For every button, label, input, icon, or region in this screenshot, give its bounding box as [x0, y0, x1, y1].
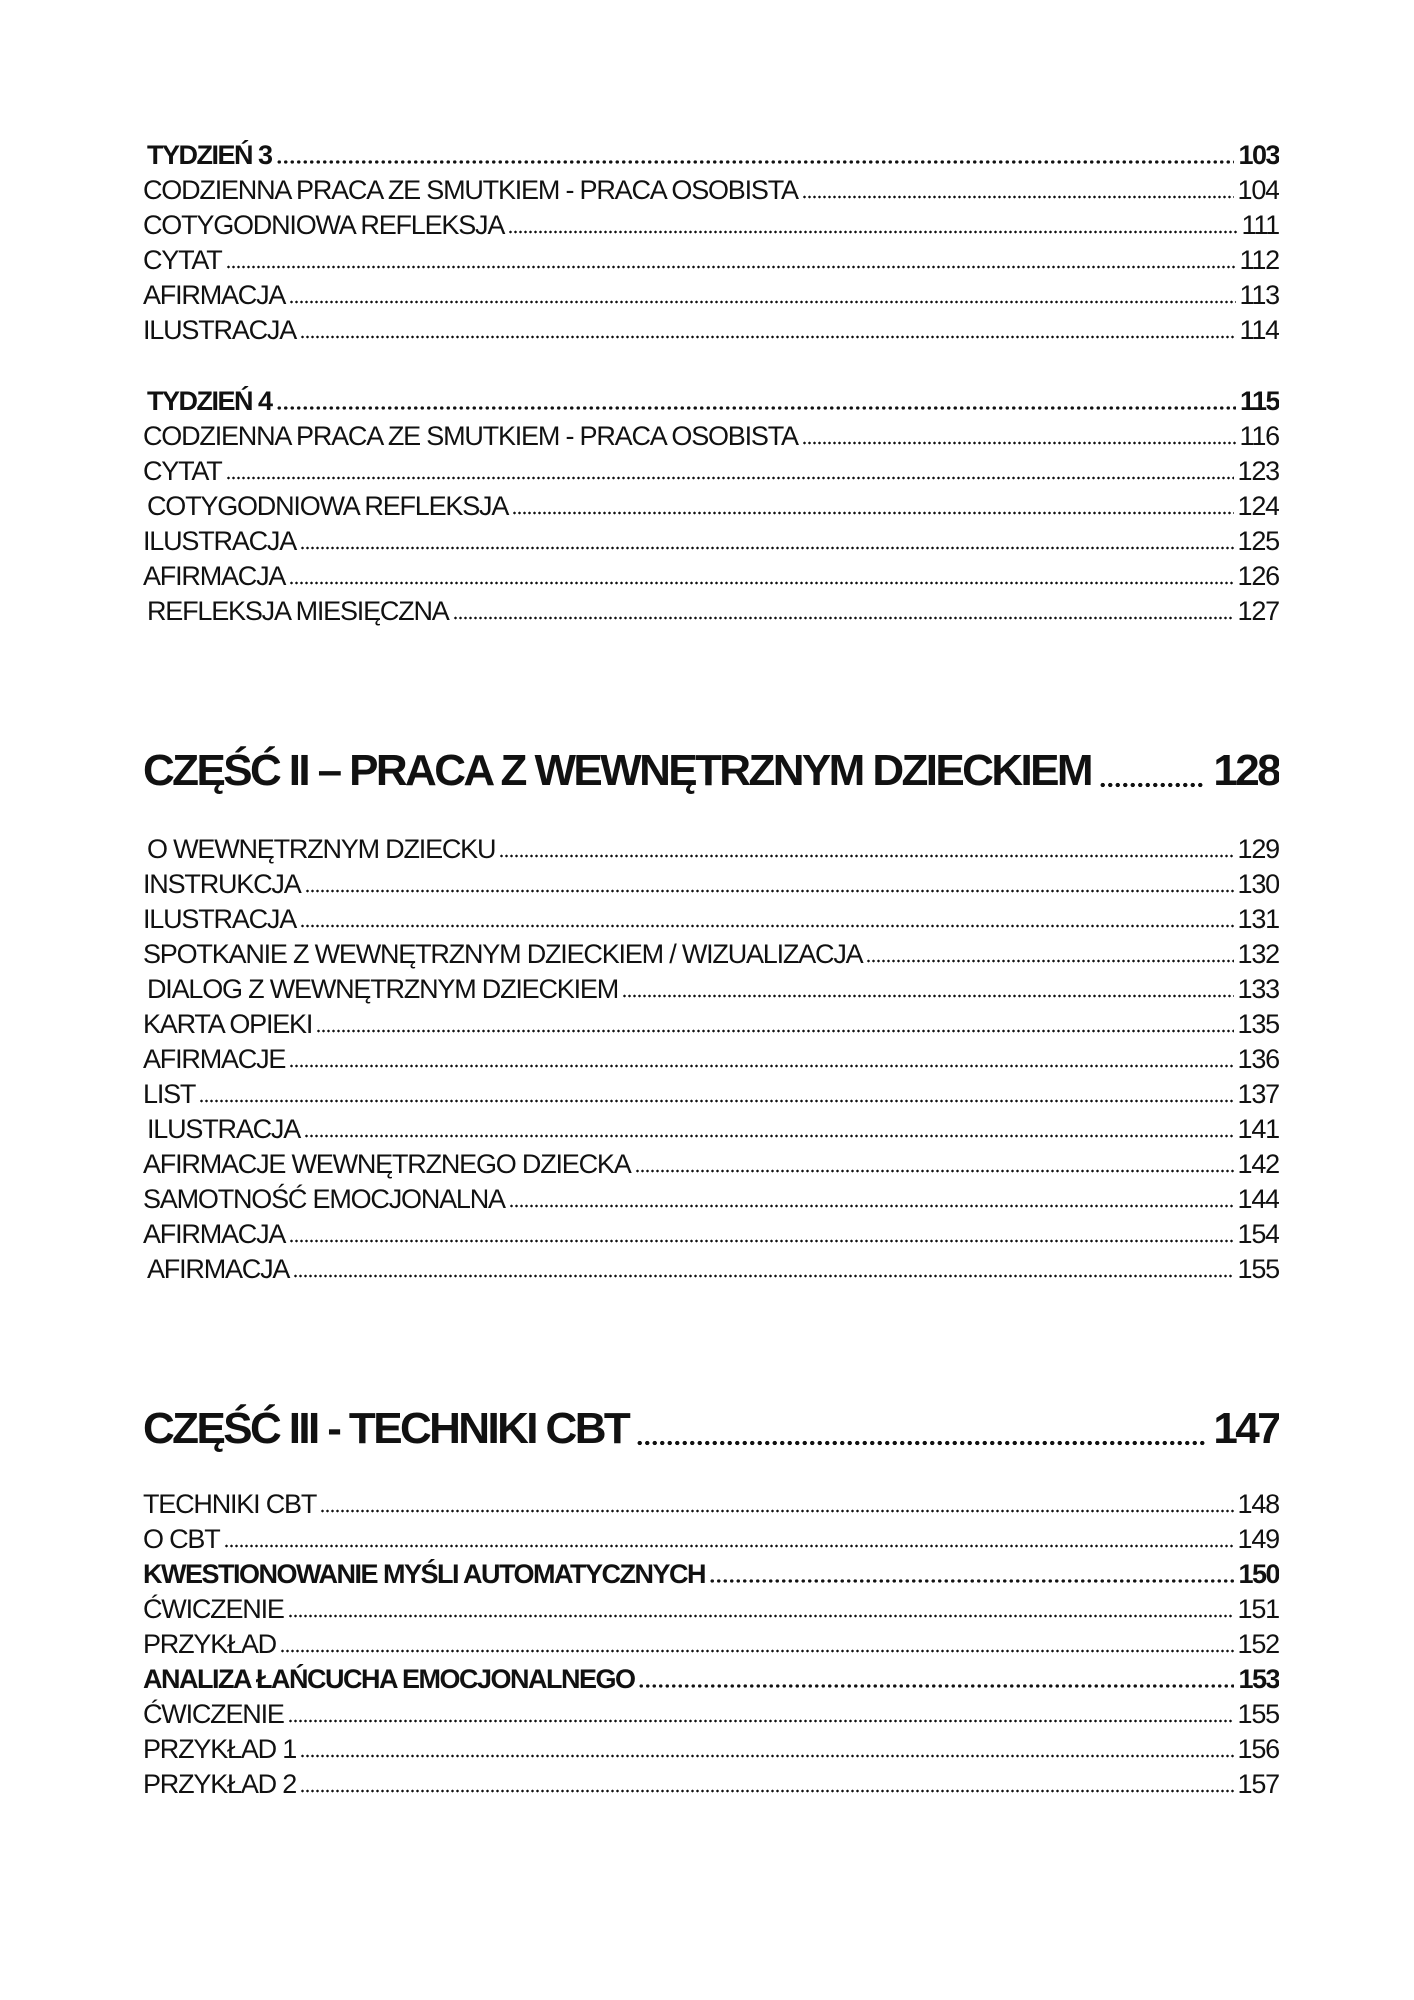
toc-entry[interactable] [143, 524, 1279, 558]
toc-title: ĆWICZENIE [143, 1699, 284, 1729]
toc-entry[interactable] [143, 1697, 1279, 1731]
toc-title: DIALOG Z WEWNĘTRZNYM DZIECKIEM [147, 974, 619, 1004]
toc-page-number: 124 [1237, 491, 1279, 521]
dot-leader [300, 1753, 1233, 1759]
toc-page-number: 126 [1237, 561, 1279, 591]
toc-page-number: 156 [1237, 1734, 1279, 1764]
toc-page-number: 113 [1239, 280, 1279, 310]
toc-entry[interactable] [143, 1732, 1279, 1766]
toc-page-number: 127 [1237, 596, 1279, 626]
dot-leader [508, 229, 1237, 235]
toc-part-heading-3[interactable] [143, 1401, 1279, 1457]
dot-leader [1099, 781, 1205, 789]
toc-entry[interactable] [143, 1147, 1279, 1181]
toc-title: O WEWNĘTRZNYM DZIECKU [147, 834, 496, 864]
dot-leader [293, 1273, 1233, 1279]
toc-title: KARTA OPIEKI [143, 1009, 313, 1039]
toc-title: ANALIZA ŁAŃCUCHA EMOCJONALNEGO [143, 1664, 635, 1694]
toc-part-title: CZĘŚĆ II – PRACA Z WEWNĘTRZNYM DZIECKIEM [143, 746, 1091, 795]
toc-page-number: 115 [1239, 386, 1279, 416]
toc-title: AFIRMACJA [143, 561, 286, 591]
toc-page-number: 157 [1237, 1769, 1279, 1799]
toc-page-number: 137 [1237, 1079, 1279, 1109]
dot-leader [280, 1648, 1234, 1654]
toc-part-heading-2[interactable] [143, 743, 1279, 799]
toc-heading-week-3[interactable] [143, 138, 1279, 172]
dot-leader [512, 510, 1233, 516]
toc-title: AFIRMACJA [147, 1254, 290, 1284]
toc-entry[interactable] [143, 1182, 1279, 1216]
dot-leader [509, 1203, 1234, 1209]
toc-entry[interactable] [143, 1042, 1279, 1076]
dot-leader [276, 405, 1236, 411]
toc-entry[interactable] [143, 1007, 1279, 1041]
dot-leader [320, 1508, 1233, 1514]
toc-entry[interactable] [143, 937, 1279, 971]
toc-title: LIST [143, 1079, 196, 1109]
toc-title: O CBT [143, 1524, 220, 1554]
dot-leader [199, 1098, 1233, 1104]
toc-title: ĆWICZENIE [143, 1594, 284, 1624]
toc-page-number: 153 [1238, 1664, 1279, 1694]
toc-entry[interactable] [143, 173, 1279, 207]
toc-page-number: 135 [1237, 1009, 1279, 1039]
toc-part-title: CZĘŚĆ III - TECHNIKI CBT [143, 1404, 629, 1453]
toc-entry[interactable] [143, 1217, 1279, 1251]
toc-title: PRZYKŁAD 2 [143, 1769, 297, 1799]
toc-page-number: 155 [1237, 1699, 1279, 1729]
toc-entry[interactable] [143, 972, 1279, 1006]
toc-page-number: 128 [1213, 746, 1279, 795]
toc-page-number: 141 [1237, 1114, 1279, 1144]
toc-page-number: 111 [1241, 210, 1279, 240]
toc-page-number: 154 [1237, 1219, 1279, 1249]
toc-page-number: 125 [1237, 526, 1279, 556]
dot-leader [289, 1063, 1233, 1069]
toc-page-number: 114 [1239, 315, 1279, 345]
dot-leader [289, 580, 1233, 586]
toc-title: AFIRMACJA [143, 1219, 286, 1249]
toc-page-number: 103 [1238, 140, 1279, 170]
toc-page-number: 123 [1237, 456, 1279, 486]
toc-title: REFLEKSJA MIESIĘCZNA [147, 596, 449, 626]
toc-page-number: 147 [1213, 1404, 1279, 1453]
toc-title: CODZIENNA PRACA ZE SMUTKIEM - PRACA OSOBISTA [143, 175, 798, 205]
toc-page-number: 116 [1239, 421, 1279, 451]
toc-page-number: 155 [1237, 1254, 1279, 1284]
toc-entry[interactable] [143, 243, 1279, 277]
dot-leader [276, 159, 1235, 165]
toc-entry[interactable] [143, 1627, 1279, 1661]
toc-title: ILUSTRACJA [143, 904, 297, 934]
dot-leader [638, 1683, 1234, 1689]
toc-entry[interactable] [143, 1487, 1279, 1521]
toc-title: CYTAT [143, 245, 222, 275]
toc-title: ILUSTRACJA [143, 526, 297, 556]
toc-entry[interactable] [143, 867, 1279, 901]
dot-leader [316, 1028, 1233, 1034]
dot-leader [635, 1168, 1234, 1174]
toc-entry[interactable] [143, 594, 1279, 628]
toc-entry[interactable] [143, 313, 1279, 347]
toc-entry[interactable] [143, 832, 1279, 866]
toc-entry[interactable] [143, 208, 1279, 242]
toc-entry[interactable] [143, 454, 1279, 488]
toc-subheading[interactable] [143, 1662, 1279, 1696]
dot-leader [305, 888, 1234, 894]
toc-page-number: 149 [1237, 1524, 1279, 1554]
toc-entry[interactable] [143, 1592, 1279, 1626]
toc-page-number: 152 [1237, 1629, 1279, 1659]
toc-entry[interactable] [143, 1112, 1279, 1146]
toc-page-number: 133 [1237, 974, 1279, 1004]
toc-title: INSTRUKCJA [143, 869, 301, 899]
dot-leader [622, 993, 1234, 999]
toc-entry[interactable] [143, 419, 1279, 453]
toc-title: AFIRMACJE [143, 1044, 286, 1074]
toc-title: TYDZIEŃ 4 [147, 386, 272, 416]
toc-page-number: 131 [1237, 904, 1279, 934]
toc-page-number: 112 [1239, 245, 1279, 275]
toc-subheading[interactable] [143, 1557, 1279, 1591]
toc-entry[interactable] [143, 1522, 1279, 1556]
toc-entry[interactable] [143, 489, 1279, 523]
toc-page-number: 144 [1237, 1184, 1279, 1214]
dot-leader [289, 1238, 1233, 1244]
toc-title: CODZIENNA PRACA ZE SMUTKIEM - PRACA OSOBISTA [143, 421, 798, 451]
toc-entry[interactable] [143, 278, 1279, 312]
toc-page-number: 151 [1237, 1594, 1279, 1624]
dot-leader [226, 475, 1234, 481]
dot-leader [288, 1718, 1234, 1724]
toc-title: COTYGODNIOWA REFLEKSJA [147, 491, 509, 521]
dot-leader [300, 545, 1234, 551]
dot-leader [499, 853, 1233, 859]
dot-leader [289, 299, 1235, 305]
toc-title: SPOTKANIE Z WEWNĘTRZNYM DZIECKIEM / WIZUALIZACJA [143, 939, 863, 969]
toc-entry[interactable] [143, 1252, 1279, 1286]
toc-page-number: 136 [1237, 1044, 1279, 1074]
toc-page-number: 148 [1237, 1489, 1279, 1519]
toc-title: KWESTIONOWANIE MYŚLI AUTOMATYCZNYCH [143, 1559, 705, 1589]
toc-page-number: 150 [1238, 1559, 1279, 1589]
toc-entry[interactable] [143, 1767, 1279, 1801]
toc-title: COTYGODNIOWA REFLEKSJA [143, 210, 505, 240]
toc-title: AFIRMACJE WEWNĘTRZNEGO DZIECKA [143, 1149, 631, 1179]
dot-leader [300, 923, 1234, 929]
toc-entry[interactable] [143, 1077, 1279, 1111]
dot-leader [453, 615, 1234, 621]
toc-page-number: 132 [1237, 939, 1279, 969]
toc-title: AFIRMACJA [143, 280, 286, 310]
toc-title: ILUSTRACJA [143, 315, 297, 345]
toc-title: SAMOTNOŚĆ EMOCJONALNA [143, 1184, 505, 1214]
toc-title: CYTAT [143, 456, 222, 486]
dot-leader [300, 1788, 1233, 1794]
dot-leader [304, 1133, 1234, 1139]
toc-title: ILUSTRACJA [147, 1114, 301, 1144]
dot-leader [709, 1578, 1234, 1584]
dot-leader [288, 1613, 1234, 1619]
toc-title: PRZYKŁAD [143, 1629, 276, 1659]
toc-page-number: 142 [1237, 1149, 1279, 1179]
toc-entry[interactable] [143, 902, 1279, 936]
dot-leader [802, 440, 1236, 446]
toc-entry[interactable] [143, 559, 1279, 593]
dot-leader [300, 334, 1236, 340]
dot-leader [224, 1543, 1234, 1549]
toc-page-number: 104 [1237, 175, 1279, 205]
toc-title: TYDZIEŃ 3 [147, 140, 272, 170]
dot-leader [866, 958, 1233, 964]
toc-title: TECHNIKI CBT [143, 1489, 317, 1519]
toc-title: PRZYKŁAD 1 [143, 1734, 297, 1764]
dot-leader [226, 264, 1236, 270]
toc-page-number: 129 [1237, 834, 1279, 864]
dot-leader [636, 1439, 1205, 1447]
toc-page-number: 130 [1237, 869, 1279, 899]
toc-heading-week-4[interactable] [143, 384, 1279, 418]
dot-leader [802, 194, 1234, 200]
